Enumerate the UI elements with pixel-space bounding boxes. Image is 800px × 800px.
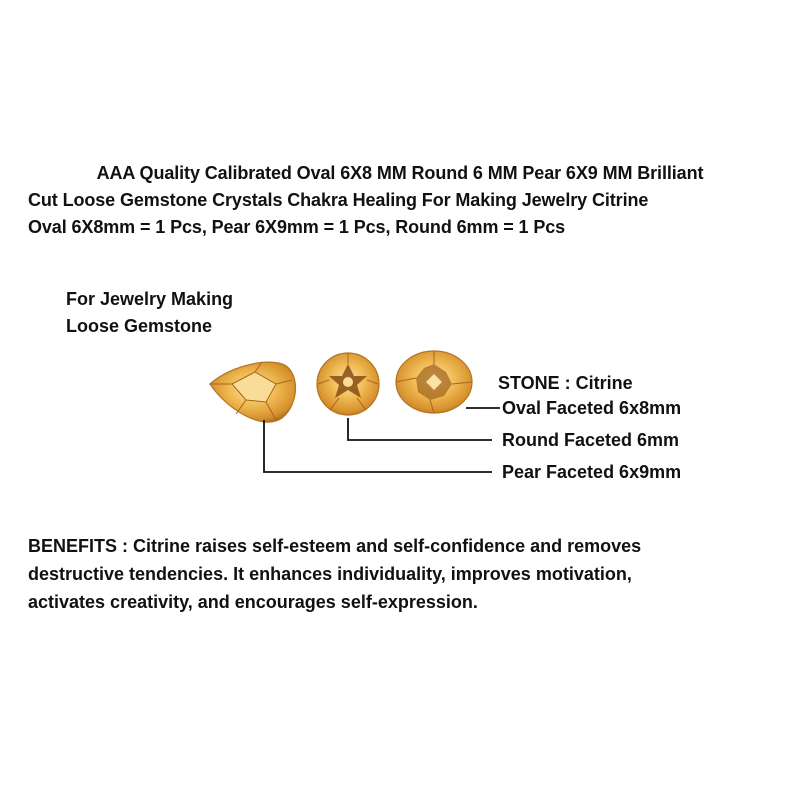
title-line-3: Oval 6X8mm = 1 Pcs, Pear 6X9mm = 1 Pcs, Round 6mm = 1 Pcs [28, 217, 566, 237]
callout-oval: Oval Faceted 6x8mm [502, 398, 682, 418]
gemstone-diagram [0, 340, 800, 490]
title-line-2: Cut Loose Gemstone Crystals Chakra Healing For Making Jewelry Citrine [28, 190, 649, 210]
product-title [20, 160, 780, 241]
callout-round: Round Faceted 6mm [502, 430, 680, 450]
subheading [66, 286, 233, 340]
subheading-line-2: Loose Gemstone [66, 316, 213, 336]
oval-gem [396, 351, 472, 413]
stone-label: STONE : Citrine [498, 373, 633, 393]
subheading-line-1: For Jewelry Making [66, 289, 234, 309]
round-gem [317, 353, 379, 415]
benefits-text [28, 532, 778, 616]
leader-lines [264, 408, 500, 472]
pear-gem [210, 362, 296, 422]
benefits-line-1: BENEFITS : Citrine raises self-esteem and self-confidence and removes [28, 536, 642, 556]
benefits-line-3: activates creativity, and encourages self-expression. [28, 592, 478, 612]
title-line-1: AAA Quality Calibrated Oval 6X8 MM Round 6 MM Pear 6X9 MM Brilliant [96, 163, 704, 183]
benefits-line-2: destructive tendencies. It enhances individuality, improves motivation, [28, 564, 632, 584]
callout-pear: Pear Faceted 6x9mm [502, 462, 682, 482]
